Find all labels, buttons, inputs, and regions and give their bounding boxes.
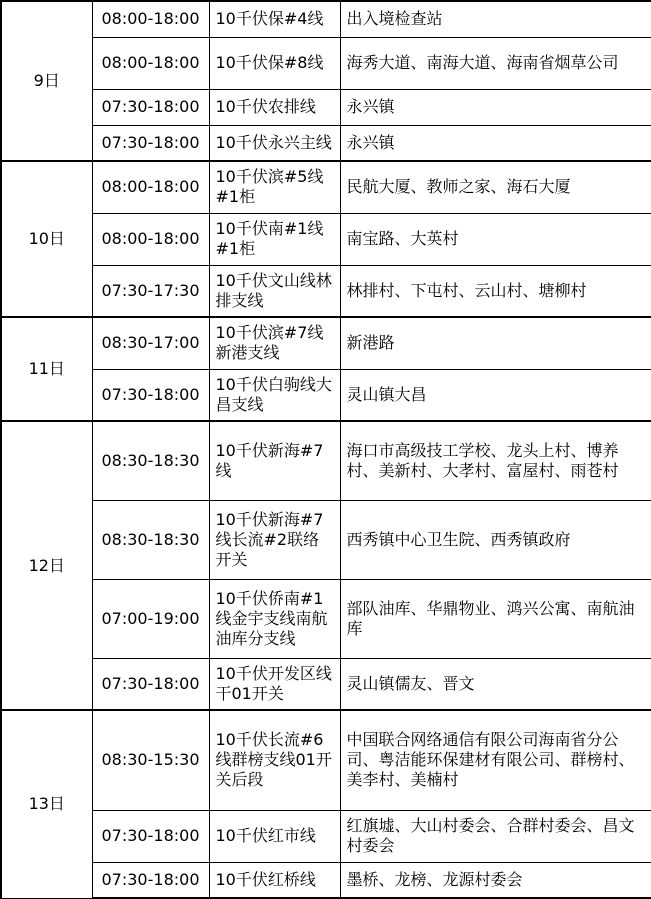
table-row — [1, 89, 651, 125]
line-cell: 10千伏滨#5线#1柜 — [209, 161, 340, 213]
table-row — [1, 161, 651, 213]
table-row — [1, 658, 651, 710]
area-cell: 海秀大道、南海大道、海南省烟草公司 — [340, 37, 651, 89]
area-cell: 民航大厦、教师之家、海石大厦 — [340, 161, 651, 213]
area-cell: 永兴镇 — [340, 125, 651, 161]
time-cell: 08:00-18:00 — [92, 213, 209, 265]
line-cell: 10千伏南#1线#1柜 — [209, 213, 340, 265]
line-cell: 10千伏保#8线 — [209, 37, 340, 89]
line-cell: 10千伏农排线 — [209, 89, 340, 125]
table-row — [1, 1, 651, 37]
time-cell: 07:30-18:00 — [92, 89, 209, 125]
area-cell: 墨桥、龙榜、龙源村委会 — [340, 862, 651, 898]
table-row — [1, 265, 651, 317]
area-cell: 新港路 — [340, 317, 651, 369]
day-cell: 13日 — [1, 710, 92, 898]
line-cell: 10千伏新海#7线 — [209, 421, 340, 500]
table-row — [1, 369, 651, 421]
area-cell: 南宝路、大英村 — [340, 213, 651, 265]
area-cell: 出入境检查站 — [340, 1, 651, 37]
day-cell: 12日 — [1, 421, 92, 710]
day-cell: 10日 — [1, 161, 92, 317]
time-cell: 08:00-18:00 — [92, 161, 209, 213]
area-cell: 中国联合网络通信有限公司海南省分公司、粤洁能环保建材有限公司、群榜村、美李村、美楠村 — [340, 710, 651, 810]
time-cell: 07:30-18:00 — [92, 810, 209, 862]
time-cell: 07:30-18:00 — [92, 862, 209, 898]
line-cell: 10千伏白驹线大昌支线 — [209, 369, 340, 421]
time-cell: 07:30-18:00 — [92, 369, 209, 421]
time-cell: 07:30-18:00 — [92, 658, 209, 710]
line-cell: 10千伏侨南#1线金宇支线南航油库分支线 — [209, 579, 340, 658]
line-cell: 10千伏开发区线干01开关 — [209, 658, 340, 710]
time-cell: 08:30-18:30 — [92, 421, 209, 500]
time-cell: 08:00-18:00 — [92, 37, 209, 89]
area-cell: 海口市高级技工学校、龙头上村、博养村、美新村、大孝村、富屋村、雨苍村 — [340, 421, 651, 500]
table-row — [1, 37, 651, 89]
schedule-body — [1, 1, 651, 898]
table-row — [1, 213, 651, 265]
time-cell: 07:30-18:00 — [92, 125, 209, 161]
time-cell: 08:30-17:00 — [92, 317, 209, 369]
table-row — [1, 579, 651, 658]
table-row — [1, 317, 651, 369]
time-cell: 07:30-17:30 — [92, 265, 209, 317]
area-cell: 灵山镇儒友、晋文 — [340, 658, 651, 710]
table-row — [1, 862, 651, 898]
table-row — [1, 500, 651, 579]
area-cell: 永兴镇 — [340, 89, 651, 125]
time-cell: 08:30-15:30 — [92, 710, 209, 810]
time-cell: 08:00-18:00 — [92, 1, 209, 37]
area-cell: 西秀镇中心卫生院、西秀镇政府 — [340, 500, 651, 579]
table-row — [1, 125, 651, 161]
time-cell: 07:00-19:00 — [92, 579, 209, 658]
area-cell: 灵山镇大昌 — [340, 369, 651, 421]
table-row — [1, 710, 651, 810]
table-row — [1, 421, 651, 500]
line-cell: 10千伏永兴主线 — [209, 125, 340, 161]
area-cell: 部队油库、华鼎物业、鸿兴公寓、南航油库 — [340, 579, 651, 658]
line-cell: 10千伏保#4线 — [209, 1, 340, 37]
line-cell: 10千伏红市线 — [209, 810, 340, 862]
time-cell: 08:30-18:30 — [92, 500, 209, 579]
line-cell: 10千伏滨#7线新港支线 — [209, 317, 340, 369]
line-cell: 10千伏长流#6线群榜支线01开关后段 — [209, 710, 340, 810]
day-cell: 9日 — [1, 1, 92, 161]
line-cell: 10千伏文山线林排支线 — [209, 265, 340, 317]
day-cell: 11日 — [1, 317, 92, 421]
line-cell: 10千伏新海#7线长流#2联络开关 — [209, 500, 340, 579]
area-cell: 林排村、下屯村、云山村、塘柳村 — [340, 265, 651, 317]
table-row — [1, 810, 651, 862]
line-cell: 10千伏红桥线 — [209, 862, 340, 898]
area-cell: 红旗墟、大山村委会、合群村委会、昌文村委会 — [340, 810, 651, 862]
